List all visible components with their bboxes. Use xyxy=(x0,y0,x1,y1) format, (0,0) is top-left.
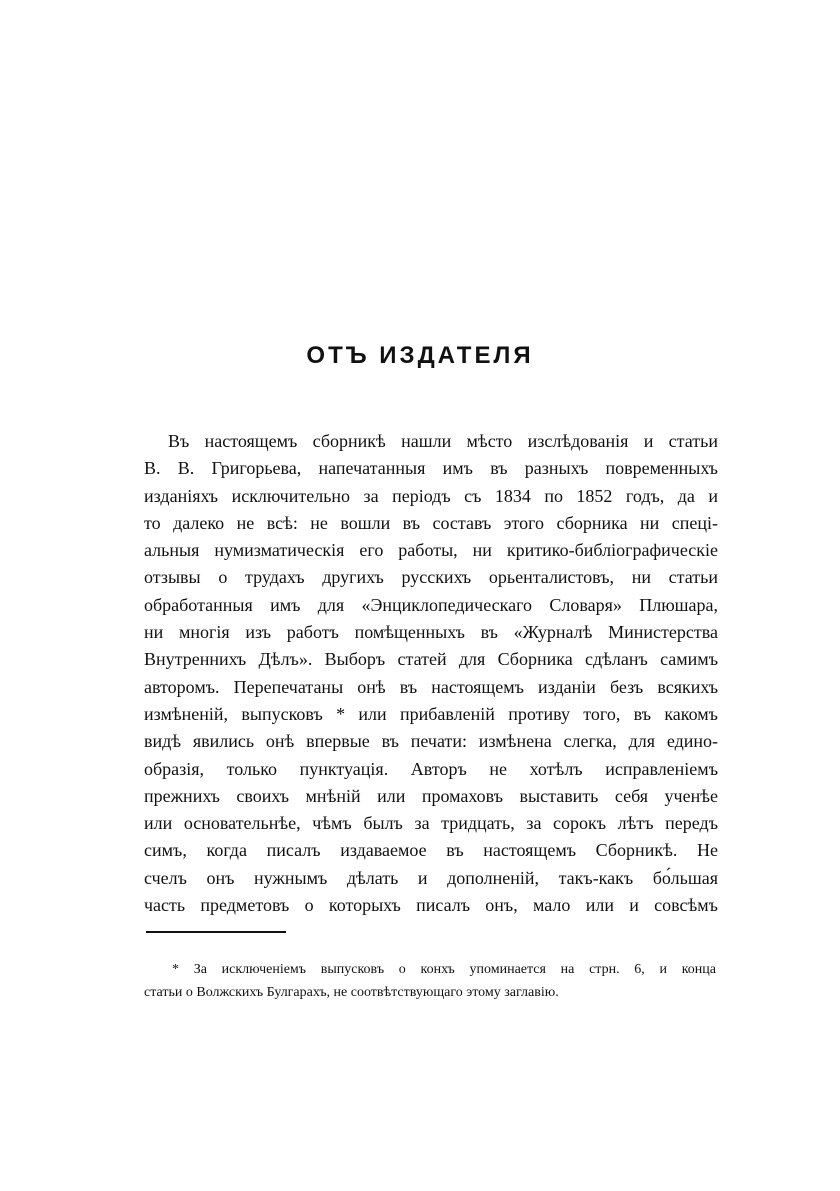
text-line: образія, только пунктуація. Авторъ не хотѣлъ исправленіемъ xyxy=(144,758,718,779)
text-line: авторомъ. Перепечатаны онѣ въ настоящемъ изданіи безъ всякихъ xyxy=(144,676,718,697)
footnote-line: статьи о Волжскихъ Булгарахъ, не соотвѣтствующаго этому заглавію. xyxy=(144,985,559,1000)
text-line: измѣненій, выпусковъ * или прибавленій противу того, въ какомъ xyxy=(144,703,718,724)
text-line: видѣ явились онѣ впервые въ печати: измѣнена слегка, для едино- xyxy=(144,731,718,752)
text-line: часть предметовъ о которыхъ писалъ онъ, мало или и совсѣмъ xyxy=(144,895,718,916)
text-line: прежнихъ своихъ мнѣній или промаховъ выставить себя ученѣе xyxy=(144,785,718,806)
page-title: ОТЪ ИЗДАТЕЛЯ xyxy=(306,342,534,369)
text-line: или основательнѣе, чѣмъ былъ за тридцать, за сорокъ лѣтъ передъ xyxy=(144,813,718,834)
text-line: то далеко не всѣ: не вошли въ составъ этого сборника ни спеці- xyxy=(144,512,718,533)
footnote-divider xyxy=(146,931,286,933)
body-paragraph xyxy=(144,428,718,919)
text-line: изданіяхъ исключительно за періодъ съ 1834 по 1852 годъ, да и xyxy=(144,485,718,506)
text-line: В. В. Григорьева, напечатанныя имъ въ разныхъ повременныхъ xyxy=(144,458,718,479)
footnote xyxy=(144,958,716,1004)
text-line: альныя нумизматическія его работы, ни критико-библіографическіе xyxy=(144,540,718,561)
text-line: счелъ онъ нужнымъ дѣлать и дополненій, такъ-какъ бо́льшая xyxy=(144,867,718,888)
footnote-line: * За исключеніемъ выпусковъ о конхъ упоминается на стрн. 6, и конца xyxy=(172,962,716,977)
text-line: Внутреннихъ Дѣлъ». Выборъ статей для Сборника сдѣланъ самимъ xyxy=(144,649,718,670)
text-line: отзывы о трудахъ другихъ русскихъ орьенталистовъ, ни статьи xyxy=(144,567,718,588)
text-line: симъ, когда писалъ издаваемое въ настоящемъ Сборникѣ. Не xyxy=(144,840,718,861)
text-line: Въ настоящемъ сборникѣ нашли мѣсто изслѣдованія и статьи xyxy=(168,431,718,451)
text-line: обработанныя имъ для «Энциклопедическаго Словаря» Плюшара, xyxy=(144,594,718,615)
text-line: ни многія изъ работъ помѣщенныхъ въ «Журналѣ Министерства xyxy=(144,622,718,643)
